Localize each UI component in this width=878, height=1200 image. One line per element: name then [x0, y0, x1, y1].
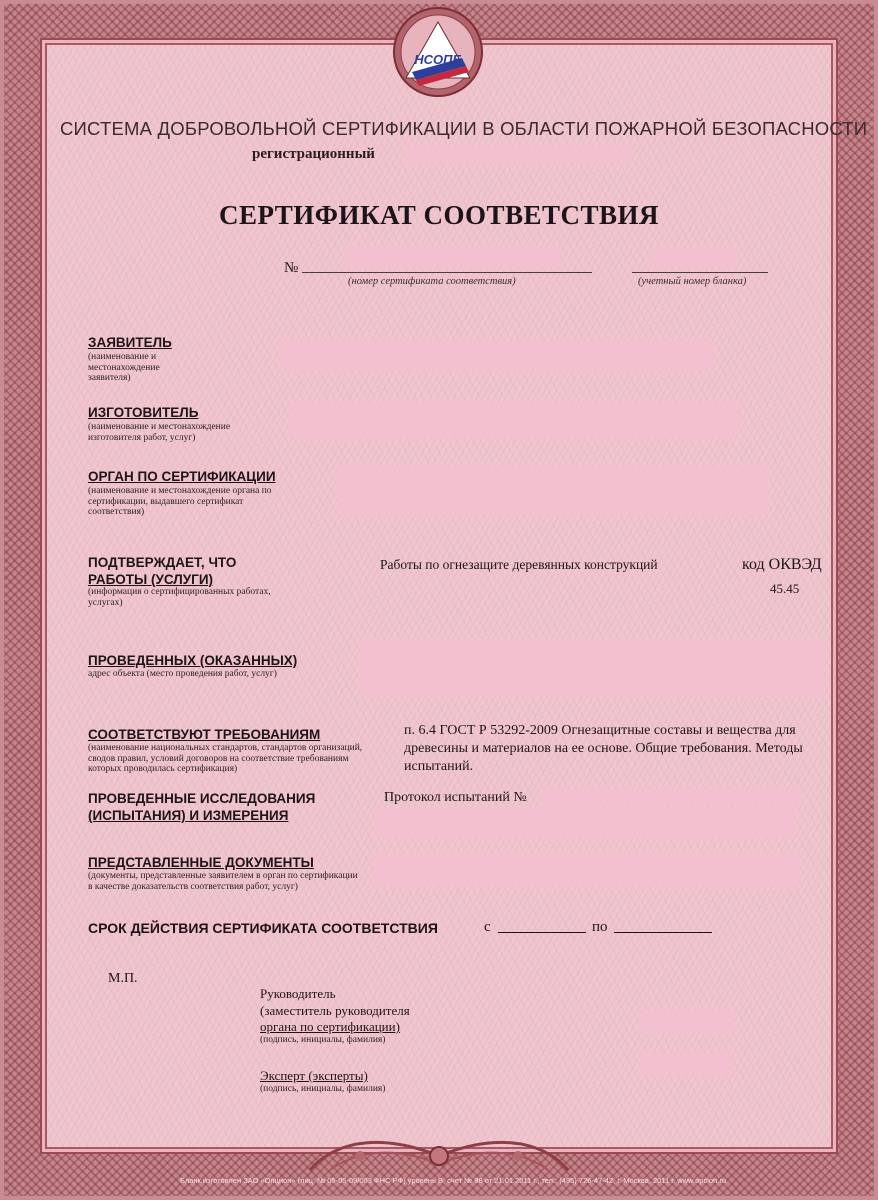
manufacturer-label: ИЗГОТОВИТЕЛЬ	[88, 405, 199, 420]
redacted-protocol-number	[540, 788, 802, 806]
head-line2: (заместитель руководителя	[260, 1003, 410, 1018]
redacted-form-number	[650, 248, 738, 268]
head-signature-note: (подпись, инициалы, фамилия)	[260, 1035, 386, 1045]
registration-label: регистрационный	[252, 146, 375, 162]
documents-note: (документы, представленные заявителем в орган по сертификации в качестве доказательств соответствия работ, услуг)	[88, 871, 358, 892]
okved-label: код ОКВЭД	[742, 556, 822, 573]
validity-from-line	[498, 932, 586, 933]
redacted-registration-number	[406, 146, 632, 164]
stamp-place: М.П.	[108, 971, 138, 986]
requirements-label: СООТВЕТСТВУЮТ ТРЕБОВАНИЯМ	[88, 727, 321, 742]
research-label-line1: ПРОВЕДЕННЫЕ ИССЛЕДОВАНИЯ	[88, 791, 316, 806]
performed-label: ПРОВЕДЕННЫХ (ОКАЗАННЫХ)	[88, 653, 298, 668]
redacted-expert-signature	[640, 1052, 732, 1076]
head-line3: органа по сертификации)	[260, 1019, 400, 1034]
system-title: СИСТЕМА ДОБРОВОЛЬНОЙ СЕРТИФИКАЦИИ В ОБЛАСТИ ПОЖАРНОЙ БЕЗОПАСНОСТИ	[60, 118, 868, 139]
works-value: Работы по огнезащите деревянных конструкций	[380, 557, 658, 572]
bottom-ornament	[300, 1126, 578, 1178]
applicant-label: ЗАЯВИТЕЛЬ	[88, 335, 172, 350]
redacted-manufacturer	[290, 402, 740, 438]
research-label-line2: (ИСПЫТАНИЯ) И ИЗМЕРЕНИЯ	[88, 808, 289, 823]
certificate-number-line	[302, 272, 592, 273]
print-footer: Бланк изготовлен ЗАО «Опцион» (лиц. № 05-05-09/003 ФНС РФ) уровень В, счет № 88 от 21.01.2011 г., тел.: (495) 726-47-42, г. Москва, 2011 г. www.opcion.ru	[180, 1176, 726, 1185]
applicant-note: (наименование и местонахождение заявителя)	[88, 352, 160, 383]
requirements-note: (наименование национальных стандартов, стандартов организаций, сводов правил, условий договоров на соответствие требованиям которых проводилась сертификация)	[88, 743, 363, 774]
manufacturer-note: (наименование и местонахождение изготовителя работ, услуг)	[88, 422, 231, 443]
redacted-research-details	[376, 808, 796, 838]
redacted-head-signature	[640, 1010, 734, 1034]
performed-note: адрес объекта (место проведения работ, услуг)	[88, 669, 277, 679]
validity-to-label: по	[592, 919, 608, 935]
nsopb-emblem	[392, 6, 484, 98]
validity-to-line	[614, 932, 712, 933]
documents-label: ПРЕДСТАВЛЕННЫЕ ДОКУМЕНТЫ	[88, 855, 314, 870]
redacted-certification-body	[338, 466, 768, 516]
redacted-applicant	[280, 340, 714, 372]
certification-body-note: (наименование и местонахождение органа по сертификации, выдавшего сертификат соответствия)	[88, 486, 272, 517]
confirms-note: (информация о сертифицированных работах, услугах)	[88, 587, 271, 608]
redacted-documents	[372, 852, 800, 886]
okved-value: 45.45	[770, 581, 800, 596]
expert-signature-note: (подпись, инициалы, фамилия)	[260, 1084, 386, 1094]
redacted-certificate-number	[344, 246, 562, 268]
certificate-title: СЕРТИФИКАТ СООТВЕТСТВИЯ	[218, 200, 660, 230]
certification-body-label: ОРГАН ПО СЕРТИФИКАЦИИ	[88, 469, 276, 484]
form-number-line	[632, 272, 768, 273]
validity-from-label: с	[484, 919, 491, 935]
head-line1: Руководитель	[260, 986, 336, 1001]
test-protocol-label: Протокол испытаний №	[384, 790, 527, 805]
validity-label: СРОК ДЕЙСТВИЯ СЕРТИФИКАТА СООТВЕТСТВИЯ	[88, 920, 438, 936]
requirements-value: п. 6.4 ГОСТ Р 53292-2009 Огнезащитные составы и вещества для древесины и материалов на ее основе. Общие требования. Методы испытаний.	[404, 723, 803, 774]
expert-label: Эксперт (эксперты)	[260, 1068, 368, 1083]
confirms-label-line2: РАБОТЫ (УСЛУГИ)	[88, 572, 214, 587]
confirms-label-line1: ПОДТВЕРЖДАЕТ, ЧТО	[88, 555, 237, 570]
number-sign: №	[284, 260, 299, 276]
form-number-caption: (учетный номер бланка)	[638, 276, 747, 287]
redacted-object-address	[360, 640, 826, 696]
emblem-text: НСОПБ	[414, 52, 462, 67]
certificate-number-caption: (номер сертификата соответствия)	[348, 276, 516, 287]
